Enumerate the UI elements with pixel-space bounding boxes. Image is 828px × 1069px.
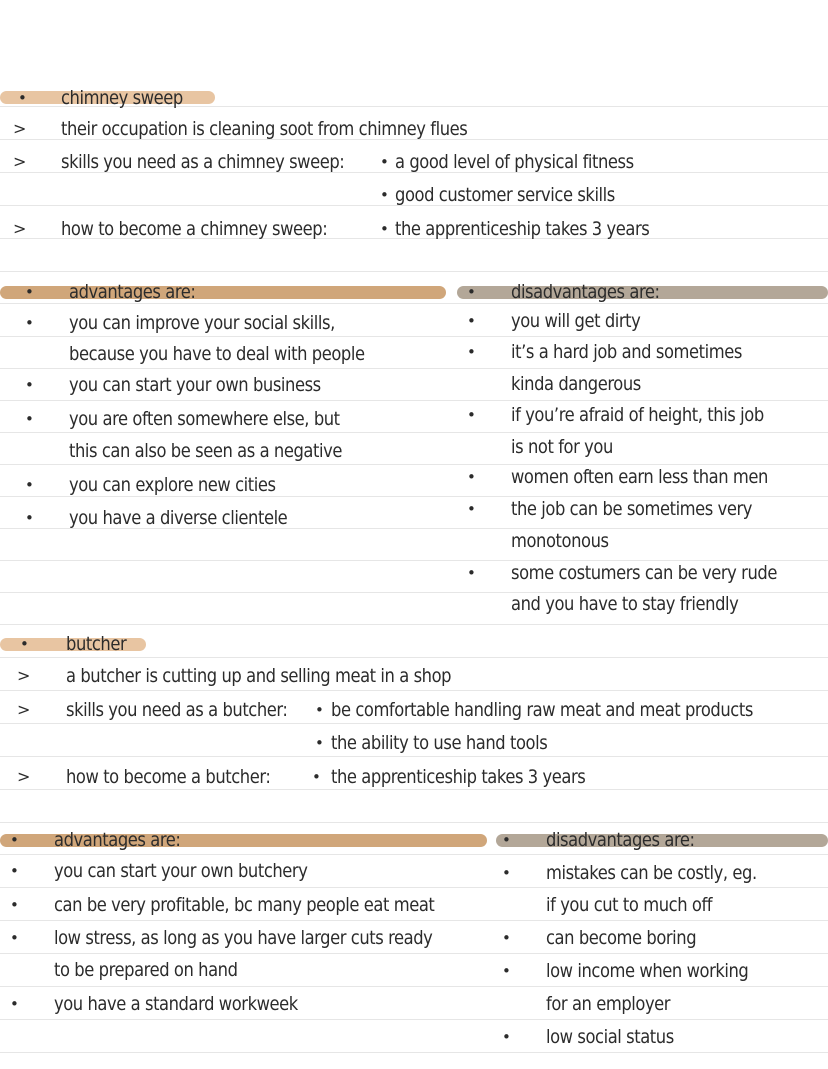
bullet: • [502, 831, 511, 849]
bullet: • [312, 768, 321, 786]
bullet: • [380, 186, 389, 204]
butcher-adv-2: can be very profitable, bc many people eat meat [54, 894, 435, 916]
chimney-adv-3b: this can also be seen as a negative [69, 440, 342, 462]
chimney-dis-3b: is not for you [511, 436, 613, 458]
butcher-skills-label: skills you need as a butcher: [66, 699, 288, 721]
bullet: • [25, 283, 34, 301]
butcher-dis-1b: if you cut to much off [546, 894, 713, 916]
bullet: • [25, 476, 34, 494]
butcher-disadvantages-heading: disadvantages are: [546, 829, 695, 851]
butcher-skill-1: be comfortable handling raw meat and meat products [331, 699, 753, 721]
butcher-adv-4: you have a standard workweek [54, 993, 298, 1015]
arrow-marker: > [17, 767, 31, 786]
butcher-dis-1a: mistakes can be costly, eg. [546, 862, 757, 884]
butcher-dis-4: low social status [546, 1026, 674, 1048]
chimney-adv-5: you have a diverse clientele [69, 507, 288, 529]
butcher-dis-2: can become boring [546, 927, 697, 949]
bullet: • [467, 564, 476, 582]
butcher-adv-3b: to be prepared on hand [54, 959, 238, 981]
bullet: • [25, 509, 34, 527]
bullet: • [502, 864, 511, 882]
bullet: • [467, 283, 476, 301]
bullet: • [10, 862, 19, 880]
chimney-become-label: how to become a chimney sweep: [61, 218, 328, 240]
bullet: • [10, 929, 19, 947]
butcher-advantages-heading: advantages are: [54, 829, 181, 851]
chimney-dis-6a: some costumers can be very rude [511, 562, 777, 584]
bullet: • [315, 701, 324, 719]
chimney-dis-5b: monotonous [511, 530, 609, 552]
bullet: • [467, 312, 476, 330]
bullet: • [467, 406, 476, 424]
bullet: • [20, 635, 29, 653]
chimney-skill-2: good customer service skills [395, 184, 615, 206]
chimney-advantages-heading: advantages are: [69, 281, 196, 303]
chimney-dis-2a: it’s a hard job and sometimes [511, 341, 742, 363]
bullet: • [502, 929, 511, 947]
bullet: • [502, 1028, 511, 1046]
bullet: • [467, 468, 476, 486]
chimney-heading: chimney sweep [61, 87, 183, 109]
bullet: • [10, 995, 19, 1013]
bullet: • [10, 831, 19, 849]
chimney-occupation: their occupation is cleaning soot from chimney flues [61, 118, 468, 140]
chimney-adv-3a: you are often somewhere else, but [69, 408, 340, 430]
arrow-marker: > [17, 700, 31, 719]
chimney-adv-4: you can explore new cities [69, 474, 276, 496]
butcher-become-label: how to become a butcher: [66, 766, 271, 788]
chimney-skill-1: a good level of physical fitness [395, 151, 634, 173]
butcher-adv-1: you can start your own butchery [54, 860, 308, 882]
chimney-adv-1b: because you have to deal with people [69, 343, 365, 365]
butcher-heading: butcher [66, 633, 127, 655]
chimney-adv-1a: you can improve your social skills, [69, 312, 335, 334]
arrow-marker: > [17, 666, 31, 685]
chimney-dis-6b: and you have to stay friendly [511, 593, 739, 615]
chimney-dis-3a: if you’re afraid of height, this job [511, 404, 764, 426]
butcher-skill-2: the ability to use hand tools [331, 732, 548, 754]
bullet: • [467, 500, 476, 518]
chimney-adv-2: you can start your own business [69, 374, 321, 396]
bullet: • [25, 376, 34, 394]
chimney-dis-5a: the job can be sometimes very [511, 498, 753, 520]
butcher-dis-3b: for an employer [546, 993, 671, 1015]
arrow-marker: > [13, 152, 27, 171]
bullet: • [467, 343, 476, 361]
chimney-dis-4: women often earn less than men [511, 466, 768, 488]
butcher-adv-3a: low stress, as long as you have larger cuts ready [54, 927, 433, 949]
butcher-occupation: a butcher is cutting up and selling meat in a shop [66, 665, 452, 687]
chimney-skills-label: skills you need as a chimney sweep: [61, 151, 345, 173]
bullet: • [380, 153, 389, 171]
bullet: • [315, 734, 324, 752]
bullet: • [10, 896, 19, 914]
advantages-highlight [0, 286, 446, 299]
chimney-become-1: the apprenticeship takes 3 years [395, 218, 650, 240]
butcher-dis-3a: low income when working [546, 960, 749, 982]
chimney-dis-1: you will get dirty [511, 310, 641, 332]
bullet: • [25, 314, 34, 332]
bullet: • [502, 962, 511, 980]
arrow-marker: > [13, 119, 27, 138]
chimney-dis-2b: kinda dangerous [511, 373, 641, 395]
arrow-marker: > [13, 219, 27, 238]
bullet: • [25, 410, 34, 428]
bullet: • [18, 89, 27, 107]
butcher-become-1: the apprenticeship takes 3 years [331, 766, 586, 788]
bullet: • [380, 220, 389, 238]
chimney-disadvantages-heading: disadvantages are: [511, 281, 660, 303]
